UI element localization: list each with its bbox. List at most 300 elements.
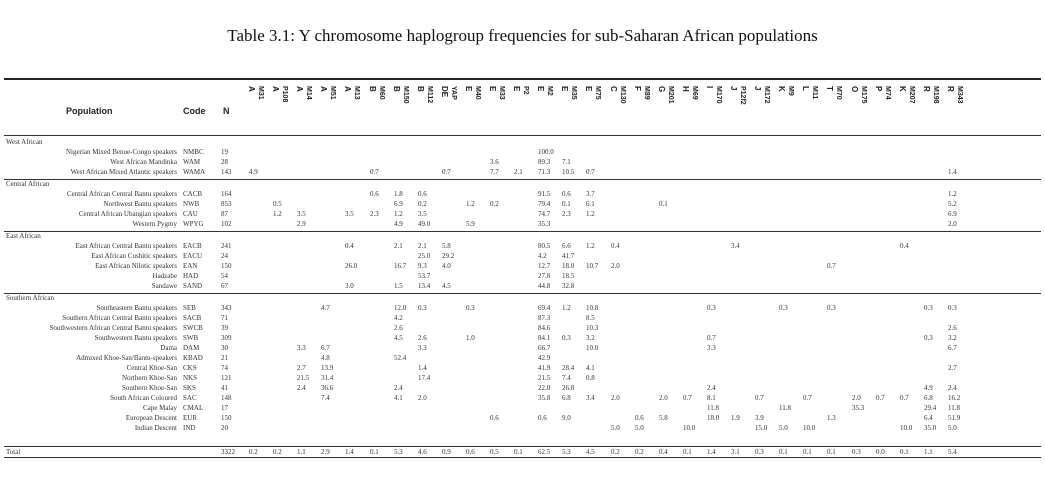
population-name: Northwest Bantu speakers bbox=[103, 200, 177, 208]
frequency-cell: 3.3 bbox=[707, 344, 716, 352]
frequency-cell: 0.7 bbox=[755, 394, 764, 402]
total-label: Total bbox=[6, 448, 21, 456]
frequency-cell: 7.1 bbox=[562, 158, 571, 166]
frequency-cell: 0.7 bbox=[876, 394, 885, 402]
frequency-cell: 80.5 bbox=[538, 242, 551, 250]
table-row bbox=[0, 404, 1045, 414]
column-marker: M343 bbox=[956, 86, 963, 104]
frequency-cell: 2.1 bbox=[394, 242, 403, 250]
frequency-cell: 49.0 bbox=[418, 220, 431, 228]
group-rule bbox=[4, 293, 1041, 294]
total-cell: 3.1 bbox=[731, 448, 740, 456]
population-code: NWB bbox=[183, 200, 200, 208]
frequency-cell: 2.3 bbox=[562, 210, 571, 218]
column-header bbox=[922, 86, 944, 126]
frequency-cell: 0.7 bbox=[707, 334, 716, 342]
frequency-cell: 6.9 bbox=[394, 200, 403, 208]
population-code: SWCB bbox=[183, 324, 203, 332]
total-cell: 0.1 bbox=[514, 448, 523, 456]
frequency-cell: 0.6 bbox=[370, 190, 379, 198]
frequency-cell: 2.4 bbox=[948, 384, 957, 392]
column-clade: A bbox=[271, 86, 280, 92]
frequency-cell: 16.2 bbox=[948, 394, 961, 402]
sample-size: 17 bbox=[221, 404, 228, 412]
total-cell: 0.3 bbox=[755, 448, 764, 456]
column-header bbox=[536, 86, 558, 126]
column-header bbox=[392, 86, 414, 126]
sample-size: 87 bbox=[221, 210, 228, 218]
column-marker: M207 bbox=[908, 86, 915, 104]
frequency-cell: 11.8 bbox=[948, 404, 960, 412]
frequency-cell: 0.3 bbox=[948, 304, 957, 312]
population-code: WPYG bbox=[183, 220, 204, 228]
frequency-cell: 1.2 bbox=[586, 210, 595, 218]
frequency-cell: 0.3 bbox=[707, 304, 716, 312]
frequency-cell: 5.0 bbox=[635, 424, 644, 432]
total-cell: 1.4 bbox=[707, 448, 716, 456]
population-name: Sandawe bbox=[151, 282, 177, 290]
column-marker: M51 bbox=[329, 86, 336, 100]
frequency-cell: 26.0 bbox=[345, 262, 358, 270]
population-name: Central Khoe-San bbox=[126, 364, 177, 372]
population-code: EACB bbox=[183, 242, 202, 250]
column-marker: M2 bbox=[546, 86, 553, 96]
frequency-cell: 35.3 bbox=[538, 220, 551, 228]
frequency-cell: 0.3 bbox=[827, 304, 836, 312]
column-header bbox=[464, 86, 486, 126]
column-clade: G bbox=[657, 86, 666, 93]
frequency-cell: 35.3 bbox=[852, 404, 865, 412]
total-cell: 0.1 bbox=[683, 448, 692, 456]
column-marker: M69 bbox=[691, 86, 698, 100]
header-code: Code bbox=[183, 106, 206, 116]
total-cell: 2.9 bbox=[321, 448, 330, 456]
population-code: SEB bbox=[183, 304, 196, 312]
population-code: IND bbox=[183, 424, 196, 432]
column-clade: A bbox=[247, 86, 256, 92]
population-name: Southern African Central Bantu speakers bbox=[62, 314, 177, 322]
total-cell: 5.3 bbox=[562, 448, 571, 456]
total-cell: 4.5 bbox=[586, 448, 595, 456]
frequency-cell: 16.7 bbox=[394, 262, 407, 270]
column-marker: M130 bbox=[619, 86, 626, 104]
frequency-cell: 0.3 bbox=[418, 304, 427, 312]
frequency-cell: 53.7 bbox=[418, 272, 431, 280]
frequency-cell: 4.9 bbox=[924, 384, 933, 392]
frequency-cell: 1.4 bbox=[418, 364, 427, 372]
frequency-cell: 1.4 bbox=[948, 168, 957, 176]
region-label: West African bbox=[6, 138, 43, 146]
column-clade: A bbox=[319, 86, 328, 92]
column-clade: O bbox=[850, 86, 859, 93]
frequency-cell: 1.2 bbox=[948, 190, 957, 198]
frequency-cell: 18.0 bbox=[562, 262, 575, 270]
column-clade: R bbox=[946, 86, 955, 92]
frequency-cell: 6.7 bbox=[321, 344, 330, 352]
table-row bbox=[0, 242, 1045, 252]
table-row bbox=[0, 334, 1045, 344]
total-n: 3322 bbox=[221, 448, 235, 456]
population-name: Southwestern Bantu speakers bbox=[94, 334, 177, 342]
group-rule bbox=[4, 231, 1041, 232]
frequency-cell: 0.3 bbox=[779, 304, 788, 312]
column-marker: M201 bbox=[667, 86, 674, 104]
frequency-cell: 35.8 bbox=[538, 394, 551, 402]
frequency-cell: 91.5 bbox=[538, 190, 551, 198]
frequency-cell: 3.0 bbox=[345, 282, 354, 290]
sample-size: 143 bbox=[221, 168, 232, 176]
column-marker: P108 bbox=[281, 86, 288, 103]
total-cell: 0.0 bbox=[876, 448, 885, 456]
table-row bbox=[0, 220, 1045, 230]
frequency-cell: 10.0 bbox=[900, 424, 913, 432]
frequency-cell: 2.6 bbox=[948, 324, 957, 332]
frequency-cell: 2.6 bbox=[394, 324, 403, 332]
frequency-cell: 6.6 bbox=[562, 242, 571, 250]
frequency-cell: 4.1 bbox=[586, 364, 595, 372]
population-code: SACB bbox=[183, 314, 202, 322]
population-code: HAD bbox=[183, 272, 199, 280]
sample-size: 67 bbox=[221, 282, 228, 290]
frequency-cell: 4.0 bbox=[442, 262, 451, 270]
column-marker: M74 bbox=[884, 86, 891, 100]
column-marker: M75 bbox=[594, 86, 601, 100]
column-marker: M172 bbox=[763, 86, 770, 104]
frequency-cell: 0.6 bbox=[538, 414, 547, 422]
frequency-cell: 1.2 bbox=[562, 304, 571, 312]
frequency-cell: 4.1 bbox=[394, 394, 403, 402]
frequency-cell: 0.6 bbox=[418, 190, 427, 198]
frequency-cell: 0.1 bbox=[659, 200, 668, 208]
frequency-cell: 5.2 bbox=[948, 200, 957, 208]
column-clade: P bbox=[874, 86, 883, 92]
frequency-cell: 2.1 bbox=[514, 168, 523, 176]
column-header bbox=[416, 86, 438, 126]
total-cell: 62.5 bbox=[538, 448, 551, 456]
frequency-cell: 10.5 bbox=[562, 168, 575, 176]
frequency-cell: 1.3 bbox=[827, 414, 836, 422]
population-code: EUR bbox=[183, 414, 197, 422]
column-header bbox=[633, 86, 655, 126]
column-header bbox=[368, 86, 390, 126]
sample-size: 309 bbox=[221, 334, 232, 342]
column-clade: E bbox=[512, 86, 521, 92]
frequency-cell: 0.4 bbox=[611, 242, 620, 250]
sample-size: 39 bbox=[221, 324, 228, 332]
frequency-cell: 31.4 bbox=[321, 374, 334, 382]
frequency-cell: 5.9 bbox=[466, 220, 475, 228]
frequency-cell: 5.0 bbox=[611, 424, 620, 432]
frequency-cell: 2.9 bbox=[297, 220, 306, 228]
frequency-cell: 0.3 bbox=[924, 334, 933, 342]
frequency-cell: 32.8 bbox=[562, 282, 575, 290]
table-row bbox=[0, 394, 1045, 404]
frequency-cell: 6.1 bbox=[586, 200, 595, 208]
population-code: SKS bbox=[183, 384, 196, 392]
frequency-cell: 69.4 bbox=[538, 304, 551, 312]
column-marker: P12f2 bbox=[739, 86, 746, 105]
population-name: East African Cushitic speakers bbox=[91, 252, 177, 260]
column-clade: K bbox=[898, 86, 907, 92]
frequency-cell: 10.0 bbox=[803, 424, 816, 432]
table-row bbox=[0, 354, 1045, 364]
total-cell: 1.4 bbox=[345, 448, 354, 456]
frequency-cell: 0.7 bbox=[442, 168, 451, 176]
frequency-cell: 27.8 bbox=[538, 272, 551, 280]
table-row bbox=[0, 158, 1045, 168]
frequency-cell: 2.0 bbox=[659, 394, 668, 402]
population-name: Southwestern African Central Bantu speakers bbox=[49, 324, 177, 332]
frequency-cell: 9.0 bbox=[562, 414, 571, 422]
frequency-cell: 5.0 bbox=[779, 424, 788, 432]
column-marker: M9 bbox=[787, 86, 794, 96]
sample-size: 150 bbox=[221, 414, 232, 422]
column-clade: A bbox=[343, 86, 352, 92]
frequency-cell: 0.7 bbox=[370, 168, 379, 176]
sample-size: 164 bbox=[221, 190, 232, 198]
sample-size: 21 bbox=[221, 354, 228, 362]
table-row bbox=[0, 374, 1045, 384]
population-name: Western Pygmy bbox=[132, 220, 177, 228]
frequency-cell: 0.4 bbox=[345, 242, 354, 250]
frequency-cell: 26.8 bbox=[562, 384, 575, 392]
frequency-cell: 8.5 bbox=[586, 314, 595, 322]
column-marker: P2 bbox=[522, 86, 529, 95]
sample-size: 102 bbox=[221, 220, 232, 228]
frequency-cell: 2.6 bbox=[418, 334, 427, 342]
population-code: SAND bbox=[183, 282, 203, 290]
population-name: Hadzabe bbox=[152, 272, 177, 280]
column-clade: J bbox=[753, 86, 762, 91]
population-code: WAM bbox=[183, 158, 201, 166]
frequency-cell: 2.0 bbox=[948, 220, 957, 228]
frequency-cell: 7.7 bbox=[490, 168, 499, 176]
frequency-cell: 89.3 bbox=[538, 158, 551, 166]
sample-size: 121 bbox=[221, 374, 232, 382]
sample-size: 24 bbox=[221, 252, 228, 260]
frequency-cell: 71.3 bbox=[538, 168, 551, 176]
column-marker: M150 bbox=[402, 86, 409, 104]
column-clade: E bbox=[560, 86, 569, 92]
column-marker: M40 bbox=[474, 86, 481, 100]
frequency-cell: 3.7 bbox=[586, 190, 595, 198]
population-name: Southeastern Bantu speakers bbox=[96, 304, 177, 312]
total-cell: 0.2 bbox=[249, 448, 258, 456]
column-marker: M198 bbox=[932, 86, 939, 104]
population-code: CAU bbox=[183, 210, 198, 218]
frequency-cell: 4.7 bbox=[321, 304, 330, 312]
table-row bbox=[0, 210, 1045, 220]
header-rule bbox=[4, 135, 1041, 136]
frequency-cell: 35.0 bbox=[924, 424, 937, 432]
total-cell: 0.2 bbox=[611, 448, 620, 456]
frequency-cell: 13.9 bbox=[321, 364, 334, 372]
frequency-cell: 1.8 bbox=[394, 190, 403, 198]
population-code: CACB bbox=[183, 190, 203, 198]
bottom-rule bbox=[4, 457, 1041, 458]
population-name: Cape Malay bbox=[142, 404, 177, 412]
column-header bbox=[295, 86, 317, 126]
frequency-cell: 4.2 bbox=[394, 314, 403, 322]
table-row bbox=[0, 384, 1045, 394]
column-header bbox=[271, 86, 293, 126]
sample-size: 343 bbox=[221, 304, 232, 312]
frequency-cell: 0.7 bbox=[683, 394, 692, 402]
table-row bbox=[0, 414, 1045, 424]
frequency-cell: 3.5 bbox=[345, 210, 354, 218]
frequency-cell: 8.1 bbox=[707, 394, 716, 402]
frequency-cell: 1.5 bbox=[394, 282, 403, 290]
table-row bbox=[0, 190, 1045, 200]
population-name: Indian Descent bbox=[134, 424, 177, 432]
frequency-cell: 2.0 bbox=[611, 262, 620, 270]
frequency-cell: 4.5 bbox=[394, 334, 403, 342]
frequency-cell: 12.7 bbox=[538, 262, 551, 270]
frequency-cell: 17.4 bbox=[418, 374, 431, 382]
frequency-cell: 74.7 bbox=[538, 210, 551, 218]
column-header bbox=[705, 86, 727, 126]
sample-size: 28 bbox=[221, 158, 228, 166]
frequency-cell: 5.8 bbox=[442, 242, 451, 250]
column-marker: M175 bbox=[860, 86, 867, 104]
sample-size: 150 bbox=[221, 262, 232, 270]
frequency-cell: 2.0 bbox=[852, 394, 861, 402]
total-cell: 0.1 bbox=[827, 448, 836, 456]
frequency-cell: 2.4 bbox=[394, 384, 403, 392]
frequency-cell: 1.2 bbox=[586, 242, 595, 250]
table-row bbox=[0, 314, 1045, 324]
column-clade: A bbox=[295, 86, 304, 92]
frequency-cell: 5.0 bbox=[948, 424, 957, 432]
frequency-cell: 18.5 bbox=[562, 272, 575, 280]
sample-size: 30 bbox=[221, 344, 228, 352]
population-name: European Descent bbox=[125, 414, 177, 422]
frequency-cell: 3.4 bbox=[731, 242, 740, 250]
column-marker: M13 bbox=[353, 86, 360, 100]
column-clade: B bbox=[416, 86, 425, 92]
frequency-cell: 41.7 bbox=[562, 252, 575, 260]
population-name: Admixed Khoe-San/Bantu-speakers bbox=[76, 354, 177, 362]
column-marker: M89 bbox=[643, 86, 650, 100]
population-name: Dama bbox=[160, 344, 177, 352]
table-row bbox=[0, 344, 1045, 354]
column-clade: K bbox=[777, 86, 786, 92]
frequency-cell: 5.8 bbox=[659, 414, 668, 422]
population-name: Central African Central Bantu speakers bbox=[66, 190, 177, 198]
sample-size: 74 bbox=[221, 364, 228, 372]
population-name: South African Coloured bbox=[110, 394, 177, 402]
frequency-cell: 11.8 bbox=[707, 404, 719, 412]
population-code: NMBC bbox=[183, 148, 204, 156]
frequency-cell: 0.7 bbox=[900, 394, 909, 402]
frequency-cell: 6.7 bbox=[948, 344, 957, 352]
column-clade: T bbox=[825, 86, 834, 91]
frequency-cell: 1.2 bbox=[466, 200, 475, 208]
frequency-cell: 3.3 bbox=[418, 344, 427, 352]
column-clade: F bbox=[633, 86, 642, 91]
column-header bbox=[850, 86, 872, 126]
frequency-cell: 84.1 bbox=[538, 334, 551, 342]
column-clade: H bbox=[681, 86, 690, 92]
frequency-cell: 10.8 bbox=[586, 304, 599, 312]
column-header bbox=[560, 86, 582, 126]
population-name: Nigerian Mixed Benue-Congo speakers bbox=[66, 148, 177, 156]
frequency-cell: 10.0 bbox=[586, 344, 599, 352]
top-rule bbox=[4, 78, 1041, 80]
frequency-cell: 0.6 bbox=[562, 190, 571, 198]
total-cell: 5.4 bbox=[948, 448, 957, 456]
frequency-cell: 0.6 bbox=[490, 414, 499, 422]
population-code: WAMA bbox=[183, 168, 206, 176]
region-label: East African bbox=[6, 232, 41, 240]
frequency-cell: 3.6 bbox=[490, 158, 499, 166]
total-cell: 0.9 bbox=[442, 448, 451, 456]
frequency-cell: 2.0 bbox=[418, 394, 427, 402]
column-header bbox=[247, 86, 269, 126]
frequency-cell: 84.6 bbox=[538, 324, 551, 332]
column-header bbox=[874, 86, 896, 126]
population-code: SAC bbox=[183, 394, 197, 402]
column-header bbox=[825, 86, 847, 126]
header-population: Population bbox=[66, 106, 113, 116]
frequency-cell: 36.6 bbox=[321, 384, 334, 392]
frequency-cell: 2.7 bbox=[948, 364, 957, 372]
frequency-cell: 42.9 bbox=[538, 354, 551, 362]
frequency-cell: 9.3 bbox=[418, 262, 427, 270]
total-cell: 0.2 bbox=[635, 448, 644, 456]
frequency-cell: 12.0 bbox=[394, 304, 407, 312]
column-marker: M14 bbox=[305, 86, 312, 100]
frequency-cell: 2.3 bbox=[370, 210, 379, 218]
column-clade: I bbox=[705, 86, 714, 89]
column-header bbox=[440, 86, 462, 126]
total-cell: 0.1 bbox=[370, 448, 379, 456]
population-code: DAM bbox=[183, 344, 200, 352]
frequency-cell: 4.2 bbox=[538, 252, 547, 260]
column-clade: E bbox=[584, 86, 593, 92]
frequency-cell: 29.2 bbox=[442, 252, 455, 260]
total-cell: 5.3 bbox=[394, 448, 403, 456]
total-cell: 0.4 bbox=[659, 448, 668, 456]
column-header bbox=[898, 86, 920, 126]
group-rule bbox=[4, 179, 1041, 180]
frequency-cell: 25.0 bbox=[418, 252, 431, 260]
table-row bbox=[0, 282, 1045, 292]
population-code: NKS bbox=[183, 374, 198, 382]
column-header bbox=[584, 86, 606, 126]
total-cell: 0.5 bbox=[490, 448, 499, 456]
frequency-cell: 0.4 bbox=[900, 242, 909, 250]
frequency-cell: 1.2 bbox=[394, 210, 403, 218]
column-clade: B bbox=[392, 86, 401, 92]
column-header bbox=[681, 86, 703, 126]
frequency-cell: 15.0 bbox=[755, 424, 768, 432]
table-row bbox=[0, 324, 1045, 334]
frequency-cell: 6.9 bbox=[948, 210, 957, 218]
frequency-cell: 51.9 bbox=[948, 414, 961, 422]
table-caption: Table 3.1: Y chromosome haplogroup frequencies for sub-Saharan African populations bbox=[227, 26, 818, 45]
column-marker: M35 bbox=[570, 86, 577, 100]
frequency-cell: 3.3 bbox=[297, 344, 306, 352]
population-code: SWB bbox=[183, 334, 199, 342]
sample-size: 71 bbox=[221, 314, 228, 322]
column-header bbox=[488, 86, 510, 126]
total-cell: 0.2 bbox=[273, 448, 282, 456]
frequency-cell: 7.4 bbox=[321, 394, 330, 402]
frequency-cell: 3.4 bbox=[586, 394, 595, 402]
total-cell: 0.1 bbox=[900, 448, 909, 456]
sample-size: 241 bbox=[221, 242, 232, 250]
